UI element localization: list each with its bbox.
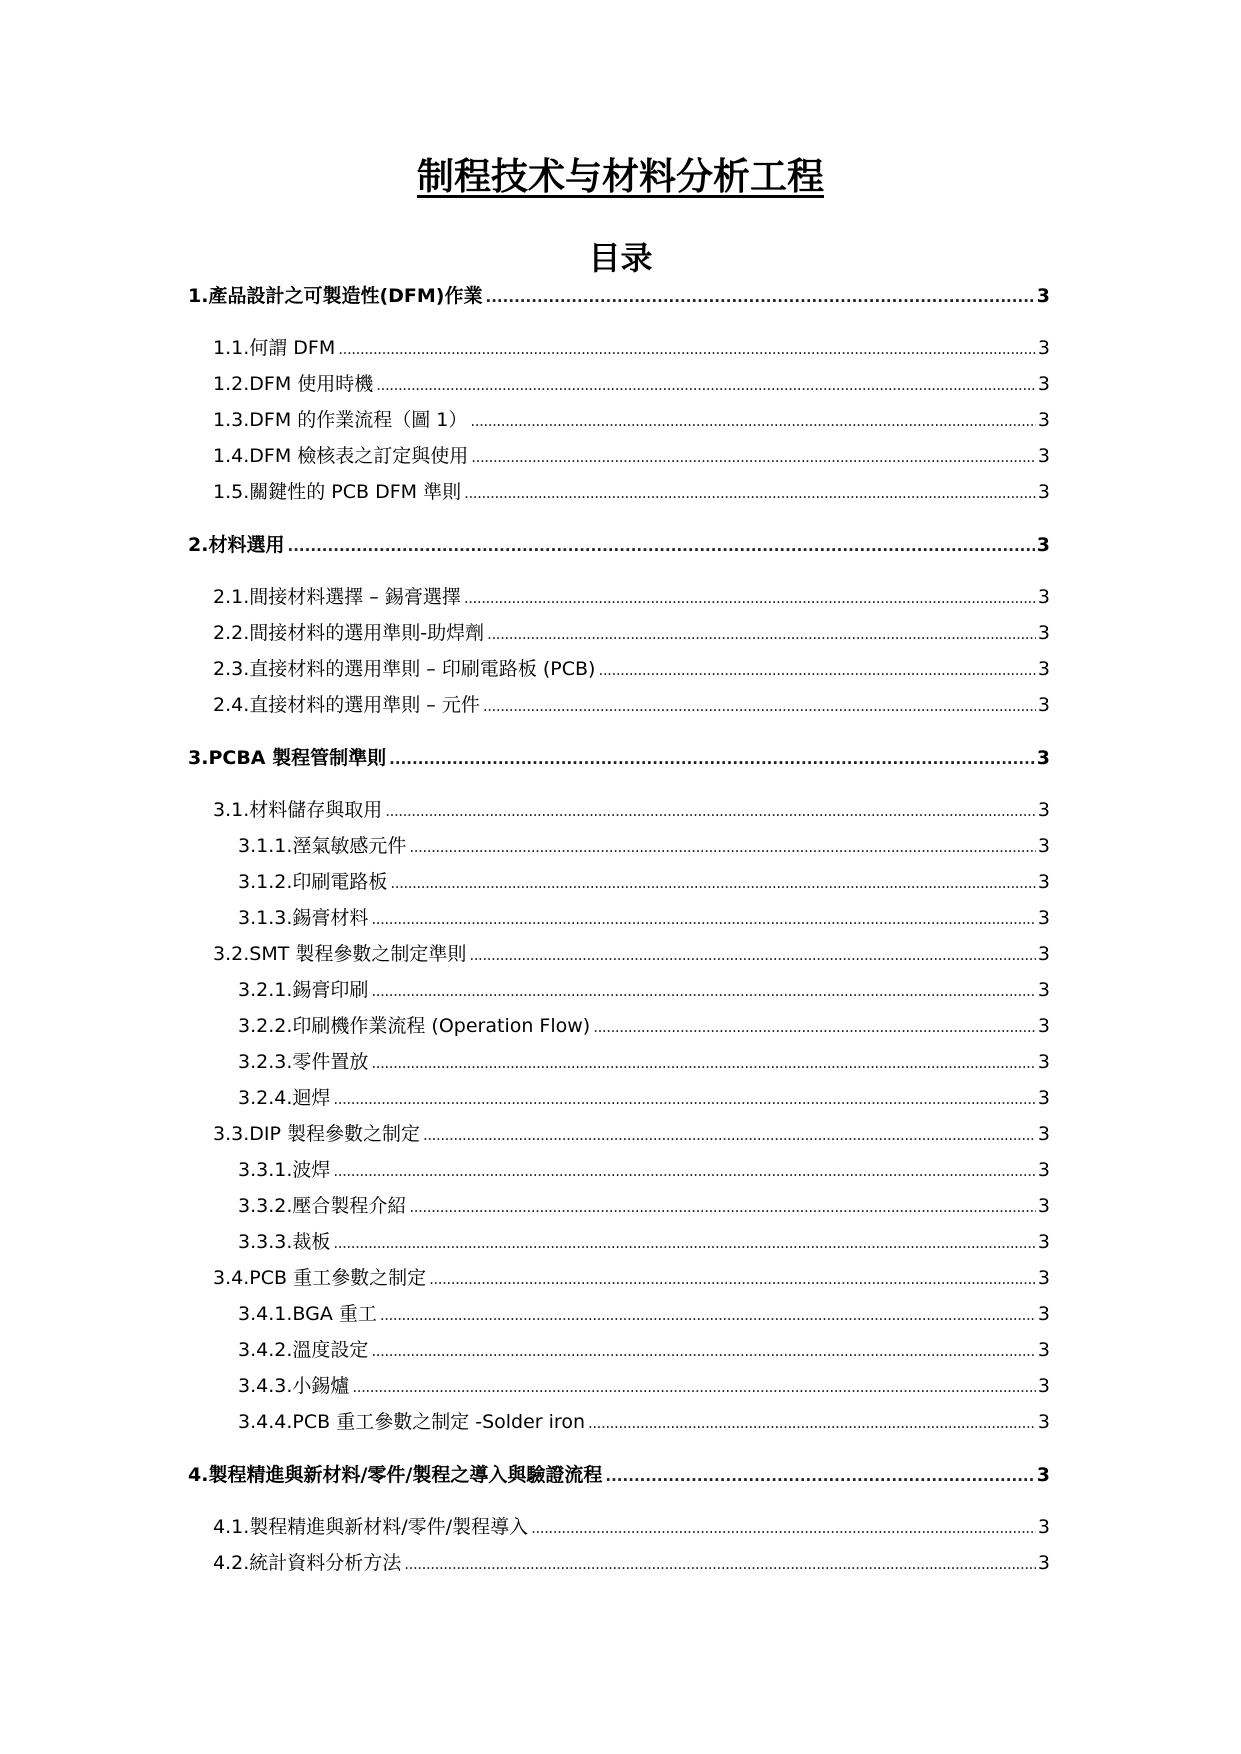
toc-dot-leader (464, 585, 1036, 611)
toc-heading: 目录 (588, 239, 653, 277)
toc-entry-title: 何謂 DFM (249, 337, 336, 359)
toc-entry[interactable] (213, 1550, 1050, 1576)
toc-entry[interactable] (238, 977, 1050, 1003)
toc-entry-number: 2.2. (213, 622, 250, 644)
toc-entry[interactable] (188, 1462, 1050, 1488)
toc-entry-number: 4.1. (213, 1516, 250, 1538)
toc-entry-page: 3 (1037, 622, 1050, 644)
toc-dot-leader (469, 942, 1036, 968)
toc-entry[interactable] (238, 1013, 1050, 1039)
toc-entry-page: 3 (1037, 481, 1050, 503)
toc-entry-title: 錫膏印刷 (292, 979, 369, 1001)
toc-entry-page: 3 (1037, 1303, 1050, 1325)
toc-entry[interactable] (188, 745, 1050, 771)
toc-entry-number: 3.1.1. (238, 835, 293, 857)
toc-entry[interactable] (238, 1301, 1050, 1327)
toc-entry[interactable] (238, 1229, 1050, 1255)
toc-dot-leader (333, 1158, 1036, 1184)
toc-entry-number: 3.3.3. (238, 1231, 293, 1253)
toc-dot-leader (605, 1463, 1034, 1489)
toc-entry-title: BGA 重工 (292, 1303, 377, 1325)
toc-entry-page: 3 (1037, 835, 1050, 857)
toc-dot-leader (593, 1014, 1036, 1040)
toc-entry-number: 3.2.2. (238, 1015, 293, 1037)
toc-entry[interactable] (238, 1373, 1050, 1399)
toc-entry[interactable] (238, 1049, 1050, 1075)
toc-entry-title: 材料選用 (208, 534, 285, 556)
toc-entry-number: 3.1.3. (238, 907, 293, 929)
toc-entry-page: 3 (1037, 445, 1050, 467)
toc-entry-title: 溫度設定 (292, 1339, 369, 1361)
toc-dot-leader (429, 1266, 1036, 1292)
toc-entry-page: 3 (1037, 337, 1050, 359)
toc-entry[interactable] (238, 869, 1050, 895)
toc-dot-leader (389, 746, 1035, 772)
toc-entry[interactable] (213, 584, 1050, 610)
toc-entry-number: 3.4.3. (238, 1375, 293, 1397)
toc-dot-leader (471, 444, 1036, 470)
toc-entry[interactable] (213, 1121, 1050, 1147)
toc-entry-page: 3 (1037, 943, 1050, 965)
toc-entry-page: 3 (1037, 1267, 1050, 1289)
toc-dot-leader (464, 480, 1036, 506)
toc-entry-number: 3.4.4. (238, 1411, 293, 1433)
toc-entry-title: 裁板 (292, 1231, 331, 1253)
toc-entry-title: 統計資料分析方法 (249, 1552, 402, 1574)
toc-entry-page: 3 (1037, 1087, 1050, 1109)
toc-entry-page: 3 (1037, 907, 1050, 929)
toc-entry-page: 3 (1037, 1123, 1050, 1145)
toc-entry-page: 3 (1037, 1516, 1050, 1538)
toc-entry-number: 2.1. (213, 586, 250, 608)
toc-entry[interactable] (213, 407, 1050, 433)
toc-entry-page: 3 (1037, 871, 1050, 893)
toc-entry-number: 3.3.1. (238, 1159, 293, 1181)
toc-entry[interactable] (238, 1193, 1050, 1219)
toc-entry-title: 直接材料的選用準則 – 元件 (249, 694, 480, 716)
toc-dot-leader (371, 906, 1036, 932)
toc-entry-page: 3 (1037, 409, 1050, 431)
toc-entry[interactable] (238, 1157, 1050, 1183)
toc-entry[interactable] (238, 1337, 1050, 1363)
document-title: 制程技术与材料分析工程 (417, 155, 824, 198)
toc-dot-leader (588, 1410, 1036, 1436)
toc-entry-page: 3 (1037, 1051, 1050, 1073)
toc-entry-page: 3 (1037, 1375, 1050, 1397)
toc-entry-page: 3 (1037, 799, 1050, 821)
toc-entry-number: 1.2. (213, 373, 250, 395)
toc-entry-page: 3 (1037, 1339, 1050, 1361)
toc-dot-leader (390, 870, 1036, 896)
toc-dot-leader (470, 408, 1036, 434)
toc-entry-title: DFM 檢核表之訂定與使用 (249, 445, 469, 467)
toc-dot-leader (404, 1551, 1036, 1577)
toc-entry[interactable] (213, 620, 1050, 646)
toc-entry-page: 3 (1037, 1231, 1050, 1253)
toc-entry[interactable] (213, 335, 1050, 361)
toc-entry[interactable] (213, 371, 1050, 397)
toc-entry-title: 製程精進與新材料/零件/製程之導入與驗證流程 (208, 1464, 603, 1486)
toc-entry-number: 2. (188, 534, 209, 556)
toc-entry-title: 關鍵性的 PCB DFM 準則 (249, 481, 462, 503)
toc-entry-title: 間接材料選擇 – 錫膏選擇 (249, 586, 461, 608)
toc-dot-leader (385, 798, 1036, 824)
toc-entry-number: 4.2. (213, 1552, 250, 1574)
toc-dot-leader (376, 372, 1036, 398)
toc-dot-leader (371, 1050, 1036, 1076)
toc-entry-title: 零件置放 (292, 1051, 369, 1073)
toc-entry[interactable] (188, 283, 1050, 309)
toc-dot-leader (352, 1374, 1036, 1400)
toc-entry[interactable] (238, 905, 1050, 931)
toc-entry-title: 小錫爐 (292, 1375, 350, 1397)
toc-entry-title: SMT 製程參數之制定準則 (249, 943, 467, 965)
toc-entry-page: 3 (1036, 285, 1050, 307)
toc-entry-title: DFM 使用時機 (249, 373, 374, 395)
toc-entry-title: 印刷電路板 (292, 871, 388, 893)
toc-entry-number: 3.2.4. (238, 1087, 293, 1109)
toc-entry-title: 製程精進與新材料/零件/製程導入 (249, 1516, 529, 1538)
toc-entry-title: 間接材料的選用準則-助焊劑 (249, 622, 485, 644)
toc-entry-page: 3 (1036, 534, 1050, 556)
toc-entry-number: 3.4. (213, 1267, 250, 1289)
toc-entry-number: 4. (188, 1464, 209, 1486)
toc-entry-page: 3 (1037, 694, 1050, 716)
toc-entry-number: 3.3. (213, 1123, 250, 1145)
toc-entry-page: 3 (1037, 1552, 1050, 1574)
toc-dot-leader (371, 978, 1036, 1004)
toc-entry[interactable] (213, 479, 1050, 505)
toc-entry-number: 1.1. (213, 337, 250, 359)
toc-entry-number: 1.5. (213, 481, 250, 503)
toc-entry-number: 1.3. (213, 409, 250, 431)
toc-dot-leader (487, 621, 1036, 647)
toc-entry-page: 3 (1036, 747, 1050, 769)
toc-entry-title: 迴焊 (292, 1087, 331, 1109)
toc-entry-number: 1. (188, 285, 209, 307)
toc-entry-page: 3 (1037, 979, 1050, 1001)
toc-entry-title: 溼氣敏感元件 (292, 835, 407, 857)
toc-dot-leader (287, 533, 1034, 559)
toc-entry[interactable] (238, 1085, 1050, 1111)
toc-entry-number: 3. (188, 747, 209, 769)
toc-entry-number: 3.3.2. (238, 1195, 293, 1217)
toc-dot-leader (485, 284, 1034, 310)
toc-entry-title: 錫膏材料 (292, 907, 369, 929)
toc-entry-title: 印刷機作業流程 (Operation Flow) (292, 1015, 591, 1037)
toc-dot-leader (409, 834, 1036, 860)
toc-entry-title: PCBA 製程管制準則 (208, 747, 387, 769)
toc-entry-number: 2.4. (213, 694, 250, 716)
toc-entry-number: 3.2.3. (238, 1051, 293, 1073)
toc-entry-number: 3.4.1. (238, 1303, 293, 1325)
toc-entry-number: 3.1.2. (238, 871, 293, 893)
toc-dot-leader (531, 1515, 1036, 1541)
toc-entry[interactable] (213, 941, 1050, 967)
toc-entry-title: DIP 製程參數之制定 (249, 1123, 420, 1145)
toc-dot-leader (423, 1122, 1036, 1148)
toc-entry-number: 3.2. (213, 943, 250, 965)
toc-entry[interactable] (238, 833, 1050, 859)
toc-dot-leader (598, 657, 1035, 683)
toc-entry[interactable] (188, 532, 1050, 558)
toc-entry-number: 3.4.2. (238, 1339, 293, 1361)
toc-dot-leader (483, 693, 1036, 719)
toc-entry-title: PCB 重工參數之制定 (249, 1267, 427, 1289)
toc-entry-title: DFM 的作業流程（圖 1） (249, 409, 468, 431)
toc-entry-number: 2.3. (213, 658, 250, 680)
toc-entry[interactable] (213, 1265, 1050, 1291)
toc-entry-title: 壓合製程介紹 (292, 1195, 407, 1217)
toc-dot-leader (371, 1338, 1036, 1364)
toc-entry-page: 3 (1037, 373, 1050, 395)
toc-entry[interactable] (238, 1409, 1050, 1435)
toc-entry-page: 3 (1037, 586, 1050, 608)
toc-entry[interactable] (213, 443, 1050, 469)
toc-entry-page: 3 (1037, 1411, 1050, 1433)
toc-entry[interactable] (213, 797, 1050, 823)
toc-entry-title: 直接材料的選用準則 – 印刷電路板 (PCB) (249, 658, 596, 680)
toc-dot-leader (409, 1194, 1036, 1220)
toc-dot-leader (333, 1086, 1036, 1112)
toc-entry-page: 3 (1037, 658, 1050, 680)
toc-entry-page: 3 (1037, 1159, 1050, 1181)
toc-entry-number: 1.4. (213, 445, 250, 467)
toc-entry[interactable] (213, 692, 1050, 718)
toc-entry-title: 材料儲存與取用 (249, 799, 383, 821)
toc-entry-title: 產品設計之可製造性(DFM)作業 (208, 285, 483, 307)
toc-entry[interactable] (213, 1514, 1050, 1540)
toc-entry-number: 3.1. (213, 799, 250, 821)
toc-entry-title: PCB 重工參數之制定 -Solder iron (292, 1411, 585, 1433)
toc-entry-page: 3 (1037, 1015, 1050, 1037)
toc-entry-title: 波焊 (292, 1159, 331, 1181)
toc-dot-leader (338, 336, 1036, 362)
toc-dot-leader (333, 1230, 1036, 1256)
toc-entry[interactable] (213, 656, 1050, 682)
toc-dot-leader (380, 1302, 1036, 1328)
toc-entry-page: 3 (1037, 1195, 1050, 1217)
toc-entry-page: 3 (1036, 1464, 1050, 1486)
toc-entry-number: 3.2.1. (238, 979, 293, 1001)
